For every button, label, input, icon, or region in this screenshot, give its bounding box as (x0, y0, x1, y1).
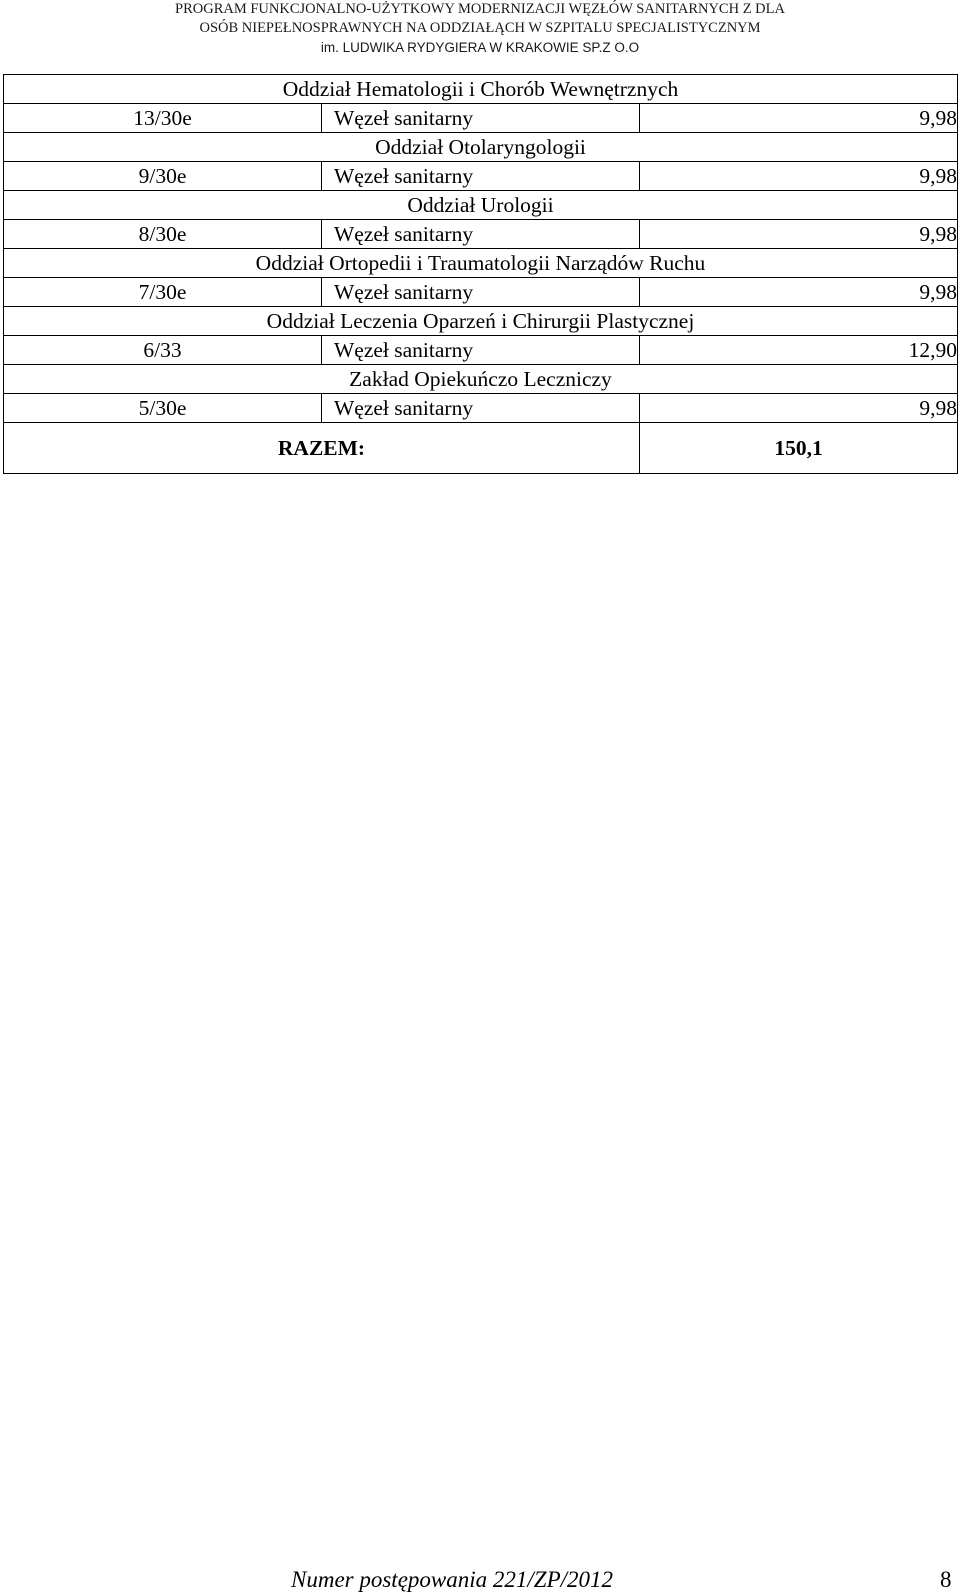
room-number: 13/30e (4, 104, 322, 133)
room-area-value: 9,98 (919, 222, 957, 246)
room-area-value: 9,98 (919, 396, 957, 420)
total-row (4, 423, 958, 474)
room-name: Węzeł sanitarny (322, 104, 640, 133)
section-header-row (4, 191, 958, 220)
total-value: 150,1 (640, 423, 958, 474)
room-area (640, 104, 958, 133)
room-area-value: 12,90 (908, 338, 957, 362)
room-area (640, 278, 958, 307)
section-header-row (4, 307, 958, 336)
section-title: Oddział Urologii (4, 191, 958, 220)
table-row (4, 104, 958, 133)
table-row (4, 336, 958, 365)
table-row (4, 162, 958, 191)
room-number: 7/30e (4, 278, 322, 307)
header-line-3: im. LUDWIKA RYDYGIERA W KRAKOWIE SP.Z O.O (320, 40, 640, 55)
section-title: Oddział Ortopedii i Traumatologii Narządów Ruchu (4, 249, 958, 278)
room-area (640, 162, 958, 191)
section-header-row (4, 75, 958, 104)
room-area (640, 394, 958, 423)
room-name: Węzeł sanitarny (322, 278, 640, 307)
room-name: Węzeł sanitarny (322, 220, 640, 249)
section-header-row (4, 249, 958, 278)
section-title: Zakład Opiekuńczo Leczniczy (4, 365, 958, 394)
procedure-number: Numer postępowania 221/ZP/2012 (291, 1567, 614, 1592)
room-number: 8/30e (4, 220, 322, 249)
room-area-value: 9,98 (919, 106, 957, 130)
table-row (4, 394, 958, 423)
header-line-1: PROGRAM FUNKCJONALNO-UŻYTKOWY MODERNIZACJI WĘZŁÓW SANITARNYCH Z DLA (175, 1, 785, 17)
room-name: Węzeł sanitarny (322, 394, 640, 423)
room-area-value: 9,98 (919, 164, 957, 188)
section-header-row (4, 133, 958, 162)
room-area-value: 9,98 (919, 280, 957, 304)
rooms-table (3, 74, 958, 474)
section-title: Oddział Otolaryngologii (4, 133, 958, 162)
section-title: Oddział Leczenia Oparzeń i Chirurgii Plastycznej (4, 307, 958, 336)
table-row (4, 220, 958, 249)
total-label: RAZEM: (4, 423, 640, 474)
room-area (640, 220, 958, 249)
section-title: Oddział Hematologii i Chorób Wewnętrznych (4, 75, 958, 104)
room-name: Węzeł sanitarny (322, 336, 640, 365)
room-name: Węzeł sanitarny (322, 162, 640, 191)
room-number: 6/33 (4, 336, 322, 365)
page-number: 8 (940, 1567, 952, 1592)
document-header (0, 0, 960, 57)
header-line-2: OSÓB NIEPEŁNOSPRAWNYCH NA ODDZIAŁĄCH W SZPITALU SPECJALISTYCZNYM (199, 20, 761, 36)
section-header-row (4, 365, 958, 394)
room-area (640, 336, 958, 365)
room-number: 9/30e (4, 162, 322, 191)
table-row (4, 278, 958, 307)
page-footer (0, 1565, 960, 1595)
room-number: 5/30e (4, 394, 322, 423)
